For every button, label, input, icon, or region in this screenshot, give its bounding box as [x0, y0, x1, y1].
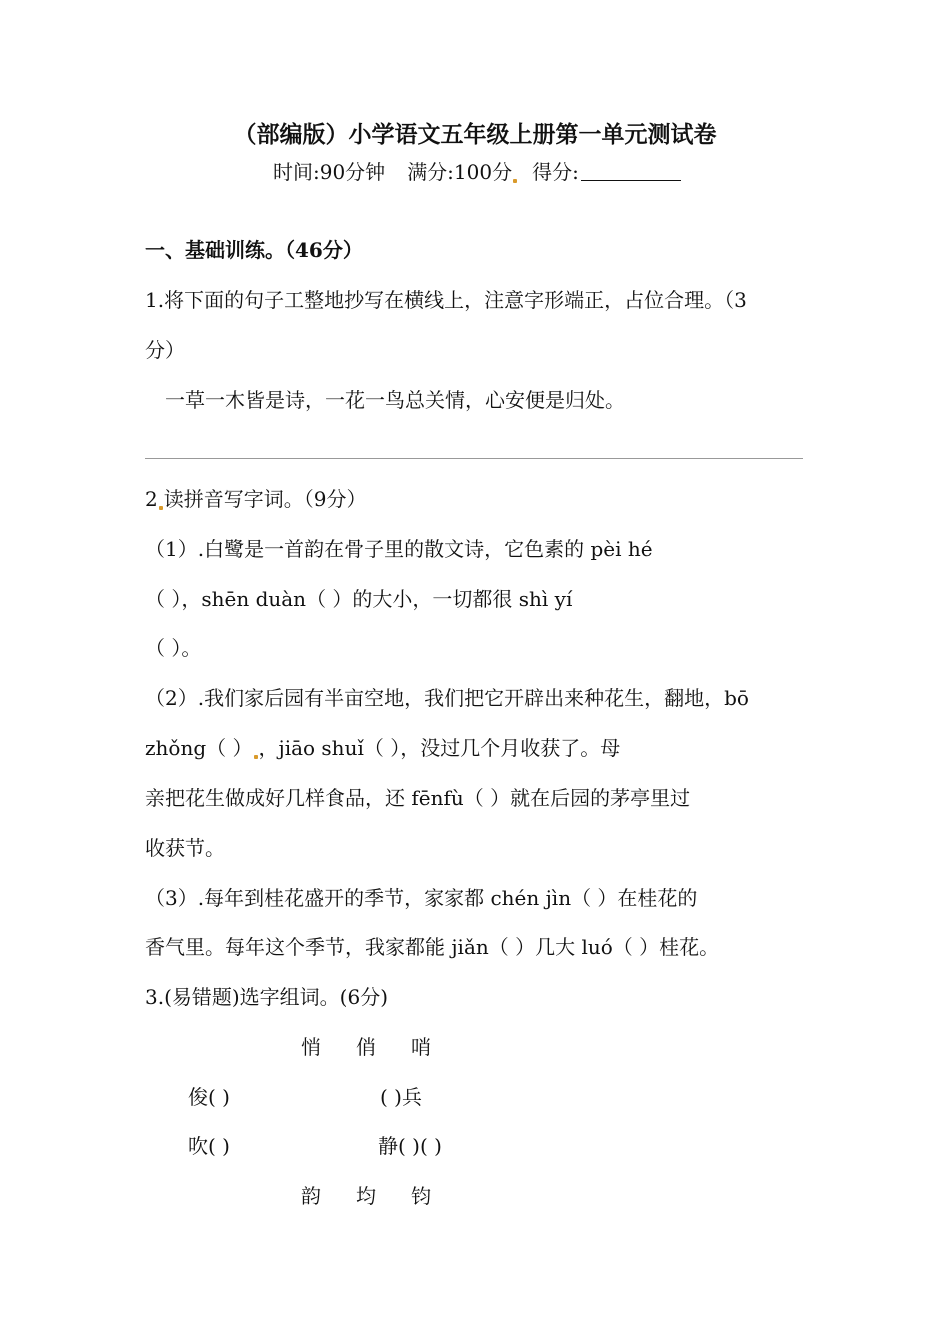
- q2-part1-line3: （ ）。: [145, 636, 202, 660]
- exam-full-score: 满分:100分: [407, 160, 513, 184]
- q2-number: 2: [145, 487, 158, 511]
- exam-title: （部编版）小学语文五年级上册第一单元测试卷: [233, 121, 717, 148]
- q3-char: 钧: [411, 1184, 431, 1208]
- q3-row1-left: 俊( ): [188, 1085, 230, 1109]
- q1-prompt-line2: 分）: [145, 338, 185, 362]
- q3-char: 韵: [301, 1184, 321, 1208]
- q2-part1-line2: （ ），shēn duàn（ ）的大小，一切都很 shì yí: [145, 587, 573, 611]
- q3-row2-left: 吹( ): [188, 1134, 230, 1158]
- q2-part3-line2: 香气里。每年这个季节，我家都能 jiǎn（ ）几大 luó（ ）桂花。: [145, 935, 720, 959]
- q3-char: 俏: [356, 1035, 376, 1059]
- q1-writing-line[interactable]: [145, 458, 803, 459]
- q2-title-text: 读拼音写字词。（9分）: [163, 487, 367, 511]
- q3-char-group-2: [0, 1184, 950, 1208]
- marker-dot-icon: [159, 506, 163, 510]
- q2-part2-line1: （2）.我们家后园有半亩空地，我们把它开辟出来种花生，翻地，bō: [145, 686, 749, 710]
- marker-dot-icon: [513, 179, 517, 183]
- q2-part1-line1: （1）.白鹭是一首韵在骨子里的散文诗，它色素的 pèi hé: [145, 537, 653, 561]
- q3-title: 3.(易错题)选字组词。(6分): [145, 985, 389, 1009]
- q3-char: 均: [356, 1184, 376, 1208]
- q2-part2-line2b: ，jiāo shuǐ（ ），没过几个月收获了。母: [258, 736, 621, 760]
- q1-sentence: 一草一木皆是诗，一花一鸟总关情，心安便是归处。: [165, 388, 625, 412]
- q3-char: 哨: [411, 1035, 431, 1059]
- section-heading-basic: 一、基础训练。（46分）: [145, 238, 363, 262]
- marker-dot-icon: [254, 755, 258, 759]
- q3-row2-right: 静( )( ): [378, 1134, 442, 1158]
- q2-part2-line3: 亲把花生做成好几样食品，还 fēnfù（ ）就在后园的茅亭里过: [145, 786, 691, 810]
- q2-part2-line2a: zhǒng（ ）: [145, 736, 253, 760]
- score-label: 得分:: [532, 160, 579, 184]
- q1-prompt-line1: 1.将下面的句子工整地抄写在横线上，注意字形端正，占位合理。（3: [145, 288, 747, 312]
- q2-part2-line2: [145, 736, 620, 760]
- q2-part2-line4: 收获节。: [145, 836, 225, 860]
- score-blank[interactable]: [581, 162, 681, 181]
- q2-title: [145, 487, 366, 511]
- exam-meta: [273, 160, 681, 184]
- q3-char: 悄: [301, 1035, 321, 1059]
- q2-part3-line1: （3）.每年到桂花盛开的季节，家家都 chén jìn（ ）在桂花的: [145, 886, 698, 910]
- exam-time: 时间:90分钟: [273, 160, 386, 184]
- q3-row1-right: ( )兵: [380, 1085, 422, 1109]
- q3-char-group-1: [0, 1035, 950, 1059]
